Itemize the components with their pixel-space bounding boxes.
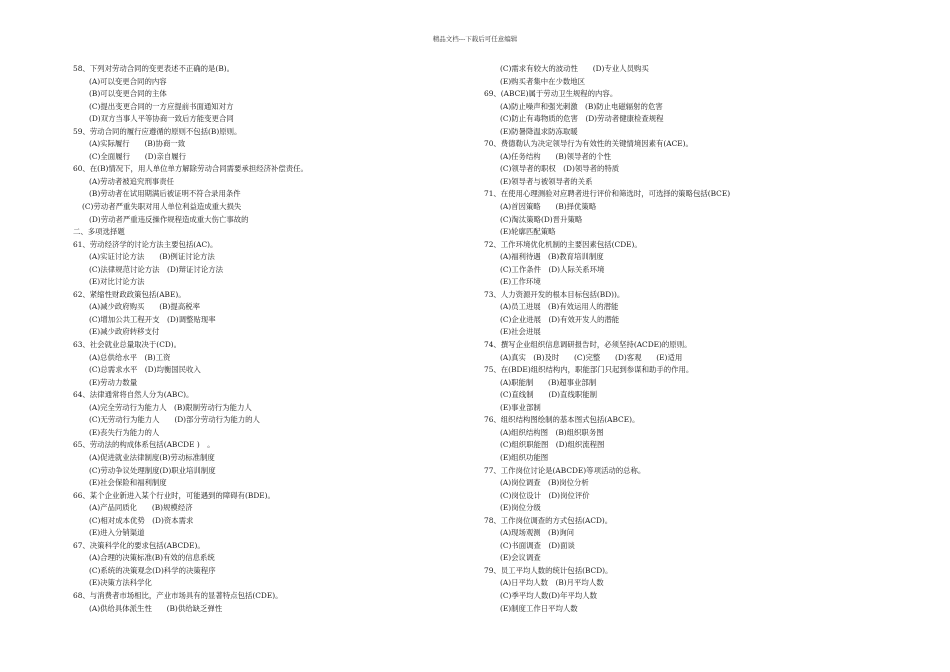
option-line: (C)相对成本优势 (D)资本需求	[89, 515, 194, 525]
option-line: (A)产品同质化 (B)规模经济	[89, 503, 193, 513]
option-line: (C)增加公共工程开支 (D)调整贴现率	[89, 314, 216, 324]
question-line: 59、劳动合同的履行应遵循的原则不包括(B)原则。	[73, 126, 242, 136]
option-line: (E)丧失行为能力的人	[89, 427, 160, 437]
question-line: 73、人力资源开发的根本目标包括(BD))。	[484, 289, 625, 299]
option-line: (E)购买者集中在少数地区	[500, 76, 586, 86]
question-line: 67、决策科学化的要求包括(ABCDE)。	[73, 540, 205, 550]
question-line: 75、在(BDE)组织结构内，职能部门只起到参谋和助手的作用。	[484, 365, 694, 375]
option-line: (C)工作条件 (D)人际关系环境	[500, 264, 605, 274]
option-line: (C)组织职能图 (D)组织流程图	[500, 440, 605, 450]
option-line: (E)决策方法科学化	[89, 578, 152, 588]
option-line: (C)劳动者严重失职对用人单位利益造成重大损失	[82, 202, 242, 212]
question-line: 77、工作岗位讨论是(ABCDE)等项活动的总称。	[484, 465, 646, 475]
question-line: 71、在使用心理测验对应聘者进行评价和筛选时，可选择的策略包括(BCE)	[484, 189, 731, 199]
option-line: (C)法律规范讨论方法 (D)辩证讨论方法	[89, 264, 223, 274]
option-line: (A)组织结构图 (B)组织职务图	[500, 427, 604, 437]
option-line: (E)制度工作日平均人数	[500, 603, 578, 613]
option-line: (D)劳动者严重违反操作规程造成重大伤亡事故的	[89, 214, 249, 224]
option-line: (A)防止噪声和强光刺激 (B)防止电磁辐射的危害	[500, 101, 663, 111]
option-line: (A)合理的决策标准(B)有效的信息系统	[89, 553, 215, 563]
option-line: (C)全面履行 (D)亲自履行	[89, 151, 187, 161]
option-line: (A)员工进展 (B)有效运用人的潜能	[500, 302, 619, 312]
option-line: (C)防止有毒物质的危害 (D)劳动者健康检查规程	[500, 114, 664, 124]
option-line: (E)工作环境	[500, 277, 541, 287]
option-line: (A)任务结构 (B)领导者的个性	[500, 151, 611, 161]
option-line: (A)促进就业法律制度(B)劳动标准制度	[89, 452, 215, 462]
option-line: (A)实际履行 (B)协商一致	[89, 139, 186, 149]
option-line: (E)会议调查	[500, 553, 541, 563]
option-line: (A)供给具体派生性 (B)供给缺乏弹性	[89, 603, 223, 613]
option-line: (E)事业部制	[500, 402, 541, 412]
option-line: (A)总供给水平 (B)工资	[89, 352, 171, 362]
option-line: (A)首因策略 (B)择优策略	[500, 202, 597, 212]
question-line: 68、与消费者市场相比，产业市场具有的显著特点包括(CDE)。	[73, 590, 283, 600]
option-line: (C)系统的决策观念(D)科学的决策程序	[89, 565, 216, 575]
option-line: (A)日平均人数 (B)月平均人数	[500, 578, 604, 588]
option-line: (A)完全劳动行为能力人 (B)限制劳动行为能力人	[89, 402, 252, 412]
option-line: (A)实证讨论方法 (B)例证讨论方法	[89, 252, 215, 262]
question-line: 65、劳动法的构成体系包括(ABCDE ) 。	[73, 440, 215, 450]
option-line: (E)社会保险和福利制度	[89, 478, 167, 488]
option-line: (E)组织功能图	[500, 452, 549, 462]
question-line: 61、劳动经济学的讨论方法主要包括(AC)。	[73, 239, 218, 249]
option-line: (C)领导者的职权 (D)领导者的特质	[500, 164, 620, 174]
question-line: 63、社会就业总量取决于(CD)。	[73, 340, 182, 350]
option-line: (C)书面调查 (D)面谈	[500, 540, 575, 550]
option-line: (C)淘汰策略(D)晋升策略	[500, 214, 583, 224]
option-line: (C)无劳动行为能力人 (D)部分劳动行为能力的人	[89, 415, 260, 425]
option-line: (A)福利待遇 (B)教育培训制度	[500, 252, 604, 262]
question-line: 69、(ABCE)属于劳动卫生规程的内容。	[484, 89, 618, 99]
option-line: (A)职能制 (B)超事业部制	[500, 377, 597, 387]
option-line: (E)对比讨论方法	[89, 277, 145, 287]
question-line: 66、某个企业新进入某个行业时，可能遇到的障碍有(BDE)。	[73, 490, 275, 500]
option-line: (A)真实 (B)及时 (C)完整 (D)客观 (E)适用	[500, 352, 683, 362]
option-line: (E)社会进展	[500, 327, 541, 337]
right-column	[484, 63, 884, 615]
section-heading: 二、多项选择题	[73, 227, 125, 237]
question-line: 64、法律通常将自然人分为(ABC)。	[73, 390, 194, 400]
option-line: (C)季平均人数(D)年平均人数	[500, 590, 598, 600]
option-line: (A)减少政府购买 (B)提高税率	[89, 302, 200, 312]
option-line: (A)岗位调查 (B)岗位分析	[500, 478, 589, 488]
option-line: (C)企业进展 (D)有效开发人的潜能	[500, 314, 620, 324]
question-line: 74、撰写企业组织信息调研报告时，必须坚持(ACDE)的原则。	[484, 340, 692, 350]
question-line: 79、员工平均人数的统计包括(BCD)。	[484, 565, 613, 575]
question-line: 60、在(B)情况下，用人单位单方解除劳动合同需要承担经济补偿责任。	[73, 164, 308, 174]
option-line: (B)劳动者在试用期满后被证明不符合录用条件	[89, 189, 241, 199]
page-header: 精品文档---下载后可任意编辑	[432, 35, 518, 43]
question-line: 78、工作岗位调查的方式包括(ACD)。	[484, 515, 613, 525]
option-line: (A)劳动者被追究刑事责任	[89, 176, 175, 186]
option-line: (B)可以变更合同的主体	[89, 89, 167, 99]
option-line: (C)直线制 (D)直线职能制	[500, 390, 598, 400]
option-line: (C)提出变更合同的一方应提前书面通知对方	[89, 101, 234, 111]
question-line: 76、组织结构图绘制的基本图式包括(ABCE)。	[484, 415, 640, 425]
option-line: (C)需求有较大的波动性 (D)专业人员购买	[500, 64, 649, 73]
option-line: (E)减少政府转移支付	[89, 327, 160, 337]
question-line: 58、下列对劳动合同的变更表述不正确的是(B)。	[73, 64, 235, 73]
option-line: (C)总需求水平 (D)均衡国民收入	[89, 365, 201, 375]
option-line: (A)现场观测 (B)询问	[500, 528, 575, 538]
option-line: (E)防暑降温求防冻取暖	[500, 126, 578, 136]
question-line: 62、紧缩性财政政策包括(ABE)。	[73, 289, 186, 299]
option-line: (E)轮廓匹配策略	[500, 227, 556, 237]
option-line: (E)劳动力数量	[89, 377, 138, 387]
option-line: (C)劳动争议处理制度(D)职业培训制度	[89, 465, 216, 475]
question-line: 72、工作环境优化机制的主要因素包括(CDE)。	[484, 239, 642, 249]
option-line: (E)进入分销渠道	[89, 528, 145, 538]
left-column	[73, 63, 473, 615]
option-line: (E)领导者与被领导者的关系	[500, 176, 593, 186]
option-line: (A)可以变更合同的内容	[89, 76, 167, 86]
option-line: (D)双方当事人平等协商一致后方能变更合同	[89, 114, 234, 124]
option-line: (C)岗位设计 (D)岗位评价	[500, 490, 590, 500]
option-line: (E)岗位分级	[500, 503, 541, 513]
question-line: 70、费德勒认为决定领导行为有效性的关键情境因素有(ACE)。	[484, 139, 693, 149]
